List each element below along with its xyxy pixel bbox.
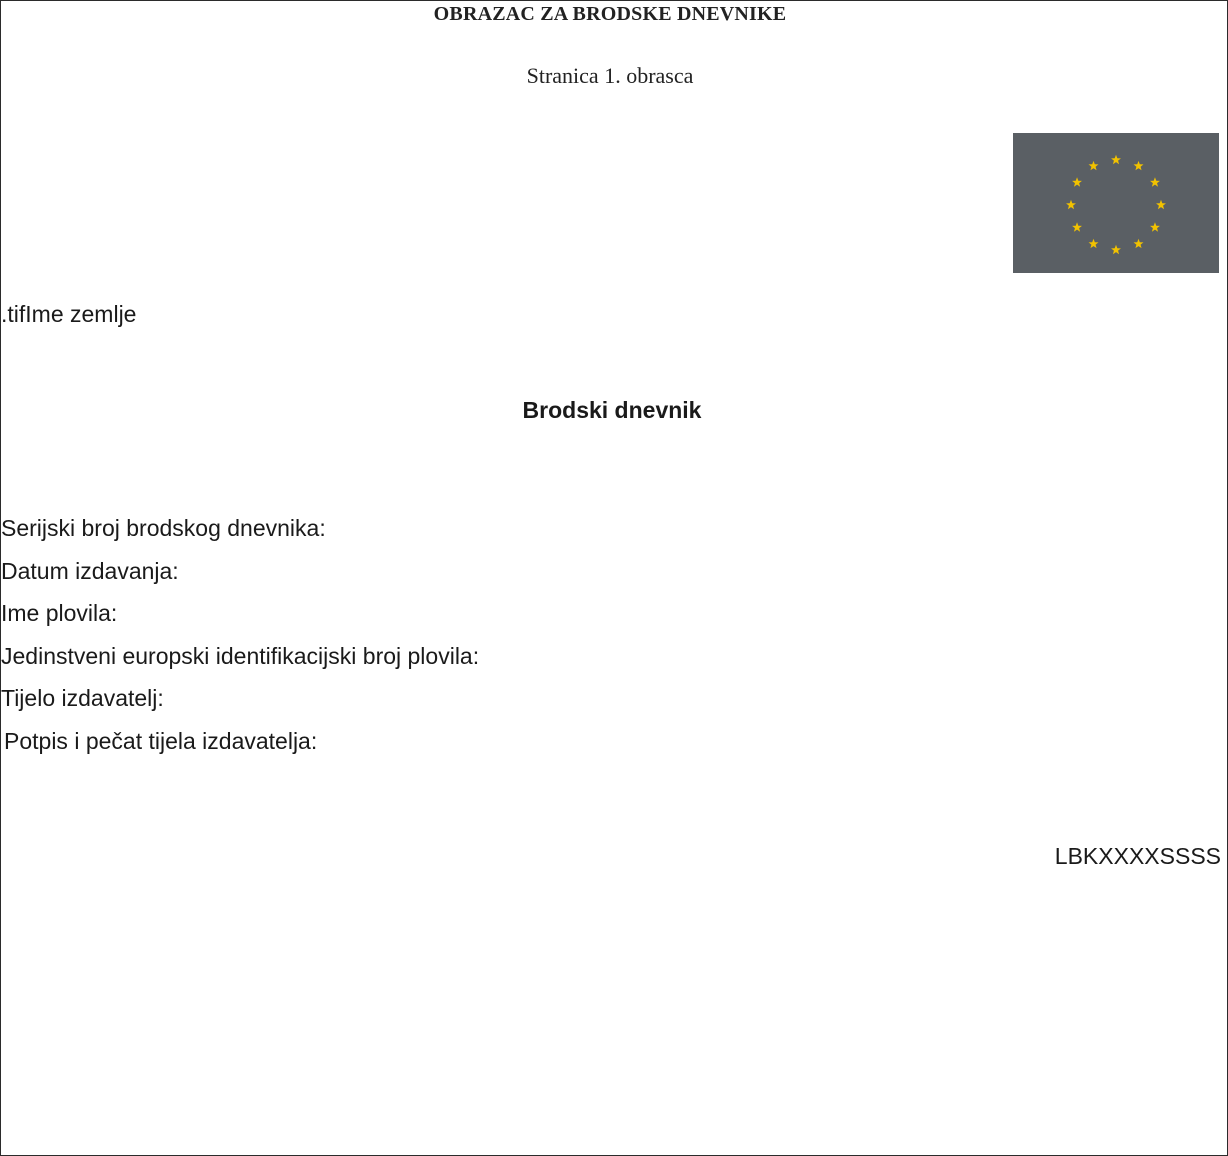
star-icon: [1150, 222, 1160, 231]
star-icon: [1111, 245, 1121, 254]
field-vessel-name-label: Ime plovila:: [1, 600, 118, 627]
eu-flag-graphic: [1013, 133, 1219, 273]
star-icon: [1134, 161, 1144, 170]
country-name-label: .tifIme zemlje: [1, 301, 137, 327]
star-icon: [1134, 239, 1144, 248]
star-icon: [1089, 239, 1099, 248]
star-icon: [1089, 161, 1099, 170]
star-icon: [1150, 177, 1160, 186]
field-serial-number-label: Serijski broj brodskog dnevnika:: [1, 515, 326, 541]
star-icon: [1072, 222, 1082, 231]
form-page-number: Stranica 1. obrasca: [526, 63, 694, 88]
field-signature-stamp-label: Potpis i pečat tijela izdavatelja:: [4, 727, 318, 754]
log-fields-list: [1, 515, 479, 771]
serial-code: LBKXXXXSSSS: [1054, 843, 1221, 869]
form-title: OBRAZAC ZA BRODSKE DNEVNIKE: [433, 3, 787, 25]
star-icon: [1066, 200, 1076, 209]
star-icon: [1156, 200, 1166, 209]
star-icon: [1111, 155, 1121, 164]
field-issue-date-label: Datum izdavanja:: [1, 557, 179, 584]
star-icon: [1072, 177, 1082, 186]
eu-flag-icon: [1013, 133, 1219, 273]
field-issuing-authority-label: Tijelo izdavatelj:: [1, 685, 164, 712]
log-heading: Brodski dnevnik: [522, 397, 702, 423]
field-eni-number-label: Jedinstveni europski identifikacijski broj plovila:: [1, 642, 480, 669]
